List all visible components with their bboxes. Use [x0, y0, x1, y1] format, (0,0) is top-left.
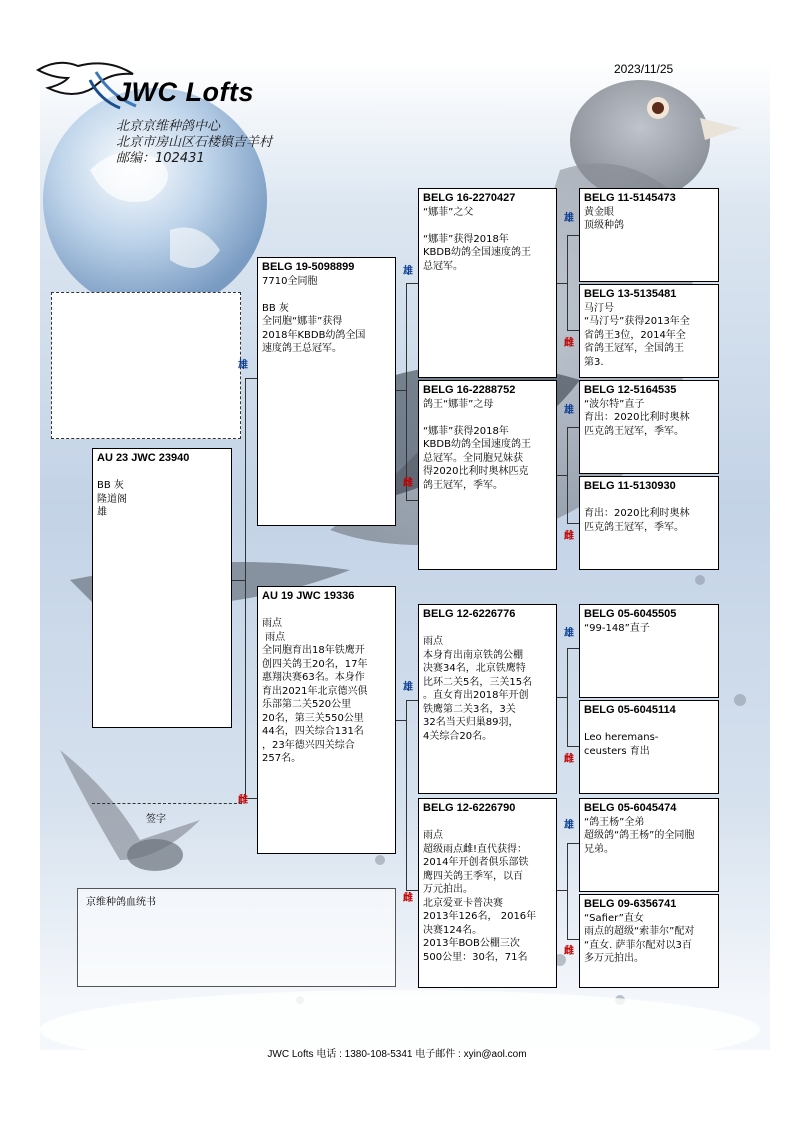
pedigree-line: 省鸽王冠军，全国鸽王: [584, 343, 684, 354]
pedigree-line: 44名，四关综合131名: [262, 726, 364, 737]
pedigree-line: BB 灰: [262, 302, 289, 314]
pedigree-line: 2013年BOB公棚三次: [423, 938, 520, 949]
connector: [406, 283, 418, 284]
pedigree-line: 速度鸽王总冠军。: [262, 343, 342, 354]
male-marker: 雄: [564, 820, 574, 831]
connector: [557, 283, 567, 284]
pedigree-line: 省鸽王3位，2014年全: [584, 329, 686, 341]
pedigree-line: ceusters 育出: [584, 745, 650, 757]
pedigree-line: “娜菲”获得2018年: [423, 233, 509, 245]
dam-dam-card[interactable]: [418, 798, 557, 988]
pedigree-line: 育出：2020比利时奥林: [584, 412, 690, 423]
pedigree-line: 全同胞“娜菲”获得: [262, 316, 343, 327]
connector: [406, 500, 418, 501]
subject-pigeon-card[interactable]: [92, 448, 232, 728]
pedigree-line: [423, 219, 552, 233]
sire-card[interactable]: [257, 257, 396, 526]
connector: [567, 746, 579, 747]
pedigree-line: 兄弟。: [584, 843, 614, 855]
pedigree-line: [262, 604, 391, 618]
ring-number: BELG 11-5130930: [584, 480, 676, 492]
connector: [567, 843, 579, 844]
pedigree-line: 雨点: [423, 830, 443, 841]
male-marker: 雄: [564, 405, 574, 416]
dam-sire-card[interactable]: [418, 604, 557, 794]
female-marker: 雌: [403, 478, 413, 489]
address-block: [116, 119, 272, 167]
ring-number: BELG 05-6045505: [584, 608, 677, 620]
pedigree-line: 隆道阁: [97, 493, 127, 505]
pedigree-line: 7710全同胞: [262, 275, 318, 287]
pedigree-line: [423, 816, 552, 830]
male-marker: 雄: [403, 682, 413, 693]
pedigree-line: 总冠军。全同胞兄妹获: [423, 452, 523, 464]
pedigree-line: 鸽王冠军，季军。: [423, 479, 503, 491]
pedigree-line: 2013年126名， 2016年: [423, 911, 537, 922]
pedigree-line: 创四关鸽王20名，17年: [262, 658, 368, 670]
female-marker: 雌: [403, 893, 413, 904]
connector: [557, 890, 567, 891]
pedigree-line: “直女. 萨菲尔配对以3百: [584, 939, 692, 951]
connector: [406, 700, 418, 701]
pedigree-line: [97, 466, 227, 480]
ss-sire-card[interactable]: [579, 188, 719, 282]
pedigree-line: 惠翔决赛63名。本身作: [262, 672, 365, 683]
pedigree-line: 多万元拍出。: [584, 953, 644, 964]
connector: [406, 700, 407, 890]
pedigree-line: 20名，第三关550公里: [262, 712, 364, 724]
pedigree-line: 超级雨点雌!直代获得：: [423, 843, 528, 855]
connector: [557, 475, 567, 476]
pedigree-line: KBDB幼鸽全国速度鸽王: [423, 247, 531, 258]
pedigree-line: “娜菲”之父: [423, 206, 474, 218]
female-marker: 雌: [238, 795, 248, 806]
pedigree-line: 第3.: [584, 356, 604, 368]
female-marker: 雌: [564, 338, 574, 349]
address-line-1: 北京京维种鸽中心: [116, 119, 221, 134]
pedigree-line: 铁鹰第二关3名，3关: [423, 703, 516, 715]
ring-number: BELG 05-6045474: [584, 802, 677, 814]
sd-dam-card[interactable]: [579, 476, 719, 570]
footer-contact: JWC Lofts 电话 : 1380-108-5341 电子邮件 : xyin@aol.com: [267, 1049, 527, 1060]
pedigree-line: 总冠军。: [423, 260, 463, 272]
pedigree-line: 马汀号: [584, 302, 614, 314]
pedigree-line: “马汀号”获得2013年全: [584, 316, 690, 327]
connector: [406, 283, 407, 500]
logo-wordmark: JWC Lofts: [116, 77, 254, 107]
connector: [245, 378, 257, 379]
dd-sire-card[interactable]: [579, 798, 719, 892]
connector: [406, 890, 418, 891]
female-marker: 雌: [564, 946, 574, 957]
connector: [567, 235, 579, 236]
sd-sire-card[interactable]: [579, 380, 719, 474]
pedigree-line: 4关综合20名。: [423, 730, 493, 742]
pedigree-line: 雄: [97, 507, 107, 518]
connector: [567, 330, 579, 331]
pedigree-line: [584, 494, 714, 508]
connector: [567, 939, 579, 940]
dam-card[interactable]: [257, 586, 396, 854]
ring-number: BELG 13-5135481: [584, 288, 677, 300]
pedigree-line: “99-148”直子: [584, 622, 650, 634]
pedigree-line: 2018年KBDB幼鸽全国: [262, 329, 366, 341]
pedigree-line: 257名。: [262, 753, 302, 764]
signature-label: 签字: [146, 814, 166, 825]
ring-number: BELG 16-2270427: [423, 192, 516, 204]
pedigree-line: BB 灰: [97, 480, 124, 491]
connector: [567, 427, 579, 428]
document-date: 2023/11/25: [614, 62, 674, 76]
connector: [396, 720, 406, 721]
pedigree-line: 顶级种鸽: [584, 220, 624, 231]
ds-sire-card[interactable]: [579, 604, 719, 698]
address-line-3: 邮编：102431: [116, 151, 205, 166]
female-marker: 雌: [564, 531, 574, 542]
pedigree-line: Leo heremans-: [584, 732, 659, 743]
ring-number: BELG 19-5098899: [262, 261, 355, 273]
pedigree-line: 黄金眼: [584, 206, 614, 218]
pedigree-line: “Safier”直女: [584, 912, 644, 924]
pedigree-line: ，23年德兴四关综合: [262, 739, 355, 751]
ring-number: AU 23 JWC 23940: [97, 452, 190, 464]
pedigree-line: “波尔特”直子: [584, 398, 645, 410]
photo-placeholder[interactable]: [51, 292, 241, 439]
pedigree-line: [262, 288, 391, 302]
pedigree-line: 决赛34名，北京铁鹰特: [423, 663, 526, 674]
pedigree-line: 决赛124名。: [423, 924, 483, 936]
ring-number: AU 19 JWC 19336: [262, 590, 355, 602]
pedigree-line: 。直女育出2018年开创: [423, 690, 529, 701]
pedigree-line: 2014年开创者俱乐部铁: [423, 857, 529, 868]
signature-line[interactable]: [92, 803, 242, 804]
sire-sire-card[interactable]: [418, 188, 557, 378]
pedigree-line: 雨点: [423, 636, 443, 647]
ring-number: BELG 12-5164535: [584, 384, 677, 396]
dd-dam-card[interactable]: [579, 894, 719, 988]
certificate-label: 京维种鸽血统书: [86, 897, 156, 908]
connector: [567, 648, 579, 649]
pedigree-line: 雨点: [262, 618, 282, 629]
pedigree-line: 比环二关5名，三关15名: [423, 676, 533, 688]
pedigree-line: 超级鸽“鸽王杨”的全同胞: [584, 830, 695, 841]
connector: [245, 378, 246, 798]
pedigree-line: KBDB幼鸽全国速度鸽王: [423, 439, 531, 450]
male-marker: 雄: [564, 213, 574, 224]
ring-number: BELG 09-6356741: [584, 898, 677, 910]
pedigree-line: 雨点: [262, 631, 286, 643]
ring-number: BELG 12-6226790: [423, 802, 516, 814]
ring-number: BELG 12-6226776: [423, 608, 516, 620]
pedigree-line: 全同胞育出18年铁鹰开: [262, 645, 365, 656]
pedigree-line: [423, 411, 552, 425]
ring-number: BELG 11-5145473: [584, 192, 676, 204]
pedigree-line: 得2020比利时奥林匹克: [423, 466, 529, 477]
connector: [557, 697, 567, 698]
connector: [567, 235, 568, 330]
connector: [567, 843, 568, 939]
pedigree-line: 乐部第二关520公里: [262, 699, 352, 710]
pedigree-line: 32名当天归巢89羽，: [423, 717, 519, 728]
male-marker: 雄: [238, 360, 248, 371]
connector: [567, 427, 568, 523]
connector: [567, 523, 579, 524]
pedigree-line: 鹰四关鸽王季军，以百: [423, 870, 523, 882]
male-marker: 雄: [403, 266, 413, 277]
pedigree-line: 育出2021年北京德兴俱: [262, 685, 368, 697]
sire-dam-card[interactable]: [418, 380, 557, 570]
connector: [231, 580, 245, 581]
pedigree-line: [423, 622, 552, 636]
pedigree-line: [584, 718, 714, 732]
pedigree-line: 匹克鸽王冠军，季军。: [584, 425, 684, 437]
ring-number: BELG 05-6045114: [584, 704, 676, 716]
certificate-notes-box[interactable]: [77, 888, 396, 987]
ds-dam-card[interactable]: [579, 700, 719, 794]
pedigree-line: 匹克鸽王冠军，季军。: [584, 521, 684, 533]
connector: [396, 390, 406, 391]
pedigree-line: 鸽王“娜菲”之母: [423, 398, 494, 410]
pedigree-line: 本身育出南京铁鸽公棚: [423, 649, 523, 661]
pedigree-line: 北京爱亚卡普决赛: [423, 897, 503, 909]
ss-dam-card[interactable]: [579, 284, 719, 378]
pedigree-line: 育出：2020比利时奥林: [584, 508, 690, 519]
male-marker: 雄: [564, 628, 574, 639]
female-marker: 雌: [564, 754, 574, 765]
address-line-2: 北京市房山区石楼镇吉羊村: [116, 135, 273, 150]
pedigree-line: “娜菲”获得2018年: [423, 425, 509, 437]
connector: [567, 648, 568, 746]
pedigree-line: 500公里：30名，71名: [423, 951, 528, 963]
pedigree-line: 雨点的超级“索菲尔”配对: [584, 926, 695, 937]
pedigree-line: “鸽王杨”全弟: [584, 816, 645, 828]
pedigree-line: 万元拍出。: [423, 884, 473, 895]
ring-number: BELG 16-2288752: [423, 384, 516, 396]
